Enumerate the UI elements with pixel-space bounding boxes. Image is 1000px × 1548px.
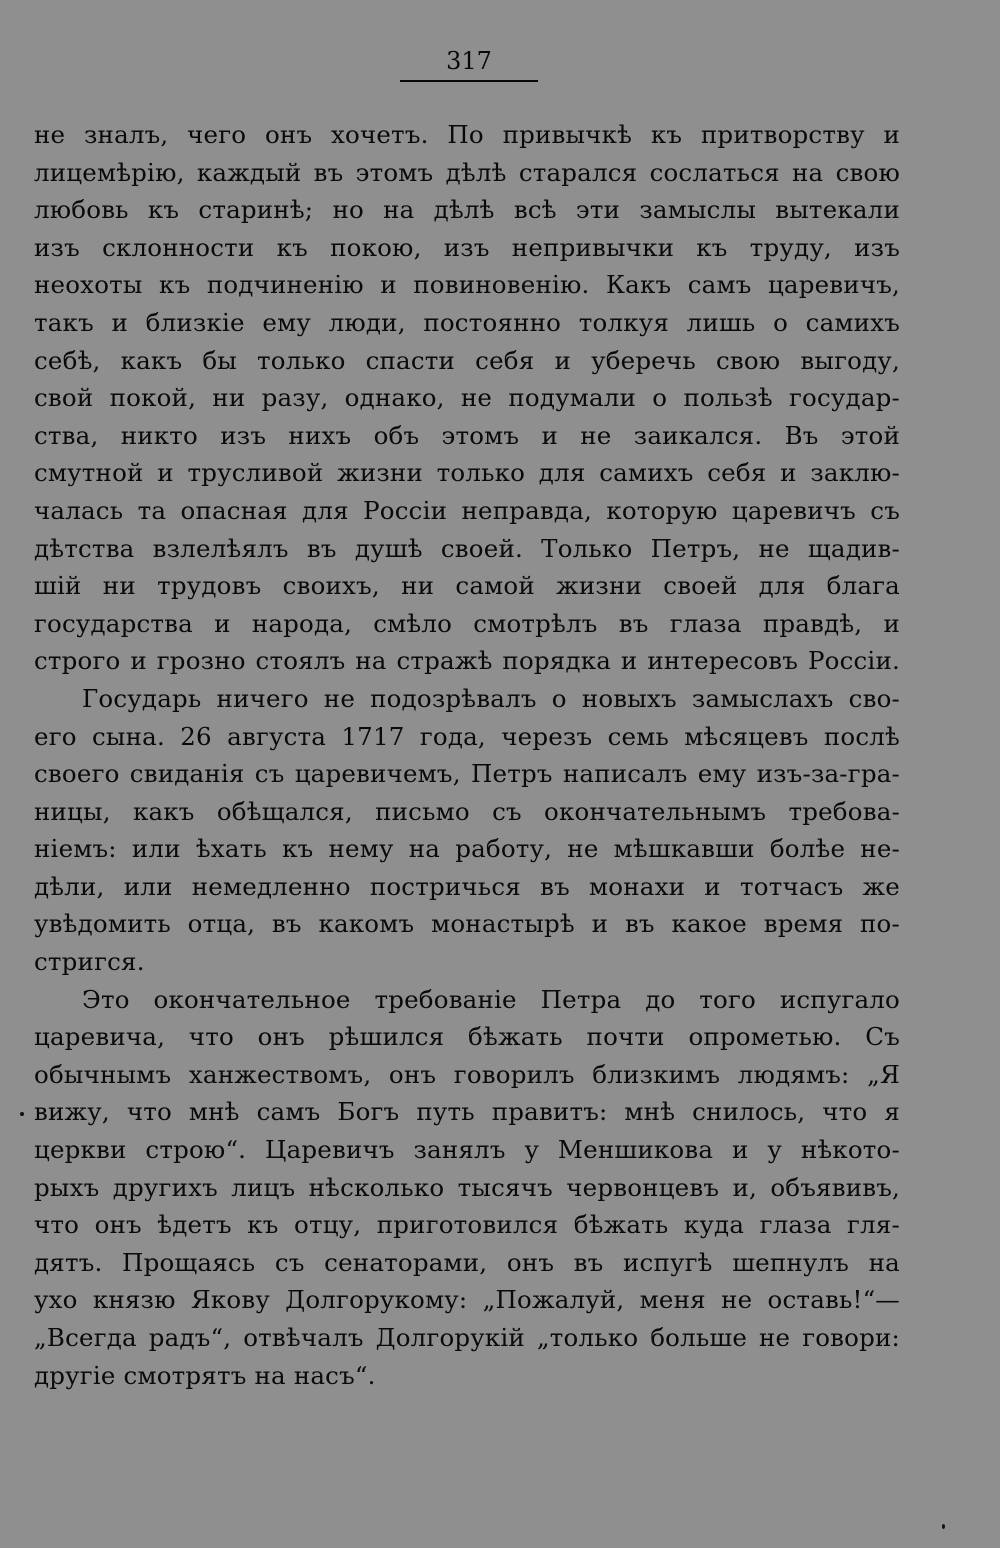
text-line: любовь къ старинѣ; но на дѣлѣ всѣ эти замыслы вытекали [34, 195, 900, 225]
text-line: государства и народа, смѣло смотрѣлъ въ глаза правдѣ, и [34, 608, 900, 638]
body-text [34, 116, 900, 1394]
header-rule [400, 80, 538, 82]
paragraph-2 [34, 680, 900, 981]
text-line: дятъ. Прощаясь съ сенаторами, онъ въ испугѣ шепнулъ на [34, 1247, 900, 1277]
text-line: что онъ ѣдетъ къ отцу, приготовился бѣжать куда глаза гля- [34, 1210, 900, 1240]
text-line: ницы, какъ обѣщался, письмо съ окончательнымъ требова- [34, 796, 900, 826]
paragraph-3 [34, 981, 900, 1395]
text-line: вижу, что мнѣ самъ Богъ путь правитъ: мнѣ снилось, что я [34, 1097, 900, 1127]
text-line: другіе смотрятъ на насъ“. [34, 1360, 376, 1390]
text-line: такъ и близкіе ему люди, постоянно толкуя лишь о самихъ [34, 307, 900, 337]
text-line: своего свиданія съ царевичемъ, Петръ написалъ ему изъ-за-гра- [34, 759, 900, 789]
text-line: обычнымъ ханжествомъ, онъ говорилъ близкимъ людямъ: „Я [34, 1059, 900, 1089]
text-line: ніемъ: или ѣхать къ нему на работу, не мѣшкавши болѣе не- [34, 834, 900, 864]
text-line: себѣ, какъ бы только спасти себя и уберечь свою выгоду, [34, 345, 900, 375]
text-line: ухо князю Якову Долгорукому: „Пожалуй, меня не оставь!“— [34, 1285, 900, 1315]
text-line: Государь ничего не подозрѣвалъ о новыхъ замыслахъ сво- [82, 683, 900, 713]
text-line: его сына. 26 августа 1717 года, черезъ семь мѣсяцевъ послѣ [34, 721, 900, 751]
text-line: „Всегда радъ“, отвѣчалъ Долгорукій „только больше не говори: [34, 1323, 900, 1352]
text-line: дѣли, или немедленно постричься въ монахи и тотчасъ же [34, 871, 900, 901]
text-line: дѣтства взлелѣялъ въ душѣ своей. Только Петръ, не щадив- [34, 533, 900, 563]
text-line: изъ склонности къ покою, изъ непривычки къ труду, изъ [34, 232, 900, 262]
text-line: шій ни трудовъ своихъ, ни самой жизни своей для блага [34, 571, 900, 601]
text-line: неохоты къ подчиненію и повиновенію. Какъ самъ царевичъ, [34, 270, 900, 300]
text-line: рыхъ другихъ лицъ нѣсколько тысячъ червонцевъ и, объявивъ, [34, 1172, 900, 1202]
text-line: свой покой, ни разу, однако, не подумали о пользѣ государ- [34, 383, 900, 413]
text-line: ства, никто изъ нихъ объ этомъ и не заикался. Въ этой [34, 420, 900, 450]
print-speck [942, 1524, 945, 1529]
text-line: церкви строю“. Царевичъ занялъ у Меншикова и у нѣкото- [34, 1135, 900, 1165]
text-line: увѣдомить отца, въ какомъ монастырѣ и въ какое время по- [34, 909, 900, 939]
text-line: чалась та опасная для Россіи неправда, которую царевичъ съ [34, 495, 900, 525]
text-line: лицемѣрію, каждый въ этомъ дѣлѣ старался сослаться на свою [34, 157, 900, 187]
print-speck [20, 1112, 24, 1116]
paragraph-1 [34, 116, 900, 680]
page-number: 317 [446, 47, 492, 75]
text-line: царевича, что онъ рѣшился бѣжать почти опрометью. Съ [34, 1022, 900, 1052]
text-line: смутной и трусливой жизни только для самихъ себя и заклю- [34, 458, 900, 488]
text-line: не зналъ, чего онъ хочетъ. По привычкѣ къ притворству и [34, 120, 900, 149]
text-line: стригся. [34, 947, 145, 977]
text-line: строго и грозно стоялъ на стражѣ порядка и интересовъ Россіи. [34, 646, 900, 676]
text-line: Это окончательное требованіе Петра до того испугало [82, 984, 900, 1014]
